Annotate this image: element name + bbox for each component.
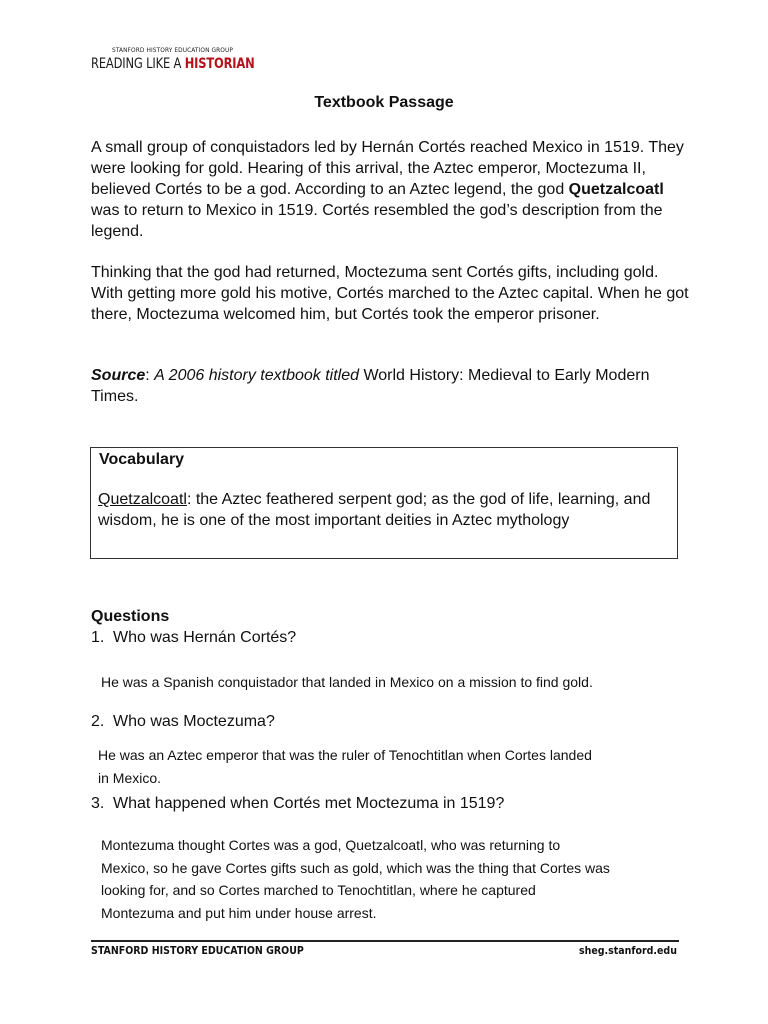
question-number: 1. xyxy=(91,629,105,646)
vocabulary-heading: Vocabulary xyxy=(99,451,185,468)
passage-p1-text-before: A small group of conquistadors led by Hernán Cortés reached Mexico in 1519. They were looking for gold. Hearing of this arrival, the Aztec emperor, Moctezuma II, believed Cortés to be a god. According to an Aztec legend, the god xyxy=(91,139,684,198)
source-book-title: World History: Medieval to Early Modern Times. xyxy=(91,367,650,405)
question-text: What happened when Cortés met Moctezuma in 1519? xyxy=(113,795,505,812)
question-text: Who was Hernán Cortés? xyxy=(113,629,297,646)
question-number: 3. xyxy=(91,795,105,812)
question-3 xyxy=(91,795,504,813)
vocabulary-definition: : the Aztec feathered serpent god; as the god of life, learning, and wisdom, he is one of the most important deities in Aztec mythology xyxy=(98,491,651,529)
page-title: Textbook Passage xyxy=(314,94,454,111)
vocabulary-entry xyxy=(98,489,658,531)
passage-p1-text-after: was to return to Mexico in 1519. Cortés resembled the god’s description from the legend. xyxy=(91,202,663,240)
passage-paragraph-2: Thinking that the god had returned, Moctezuma sent Cortés gifts, including gold. With getting more gold his motive, Cortés marched to the Aztec capital. When he got there, Moctezuma welcomed him, but Cortés took the emperor prisoner. xyxy=(91,264,689,323)
footer-website[interactable]: sheg.stanford.edu xyxy=(579,944,677,957)
passage-term-quetzalcoatl: Quetzalcoatl xyxy=(568,181,664,198)
question-number: 2. xyxy=(91,713,105,730)
source-description: A 2006 history textbook titled xyxy=(154,367,359,384)
logo-text-historian: HISTORIAN xyxy=(184,56,255,72)
answer-2: He was an Aztec emperor that was the ruler of Tenochtitlan when Cortes landed in Mexico. xyxy=(98,747,592,786)
source-label: Source xyxy=(91,367,146,384)
source-colon: : xyxy=(145,367,155,384)
vocabulary-term: Quetzalcoatl xyxy=(98,491,187,508)
source-citation xyxy=(91,365,691,407)
vocabulary-box xyxy=(90,447,678,559)
questions-heading: Questions xyxy=(91,608,170,625)
footer-organization: STANFORD HISTORY EDUCATION GROUP xyxy=(91,944,304,957)
question-text: Who was Moctezuma? xyxy=(113,713,275,730)
question-2 xyxy=(91,713,275,731)
logo-wordmark xyxy=(91,56,255,72)
logo-subtitle: STANFORD HISTORY EDUCATION GROUP xyxy=(112,46,234,54)
logo-text-reading-like-a: READING LIKE A xyxy=(91,56,185,72)
footer-divider xyxy=(91,940,679,942)
sheg-logo xyxy=(91,46,291,72)
passage-paragraph-1 xyxy=(91,137,691,242)
answer-1: He was a Spanish conquistador that landed in Mexico on a mission to find gold. xyxy=(101,674,593,690)
question-1 xyxy=(91,629,296,647)
answer-3: Montezuma thought Cortes was a god, Quetzalcoatl, who was returning to Mexico, so he gave Cortes gifts such as gold, which was the thing that Cortes was looking for, and so Cortes marched to Tenochtitlan, where he captured Montezuma and put him under house arrest. xyxy=(101,837,610,921)
